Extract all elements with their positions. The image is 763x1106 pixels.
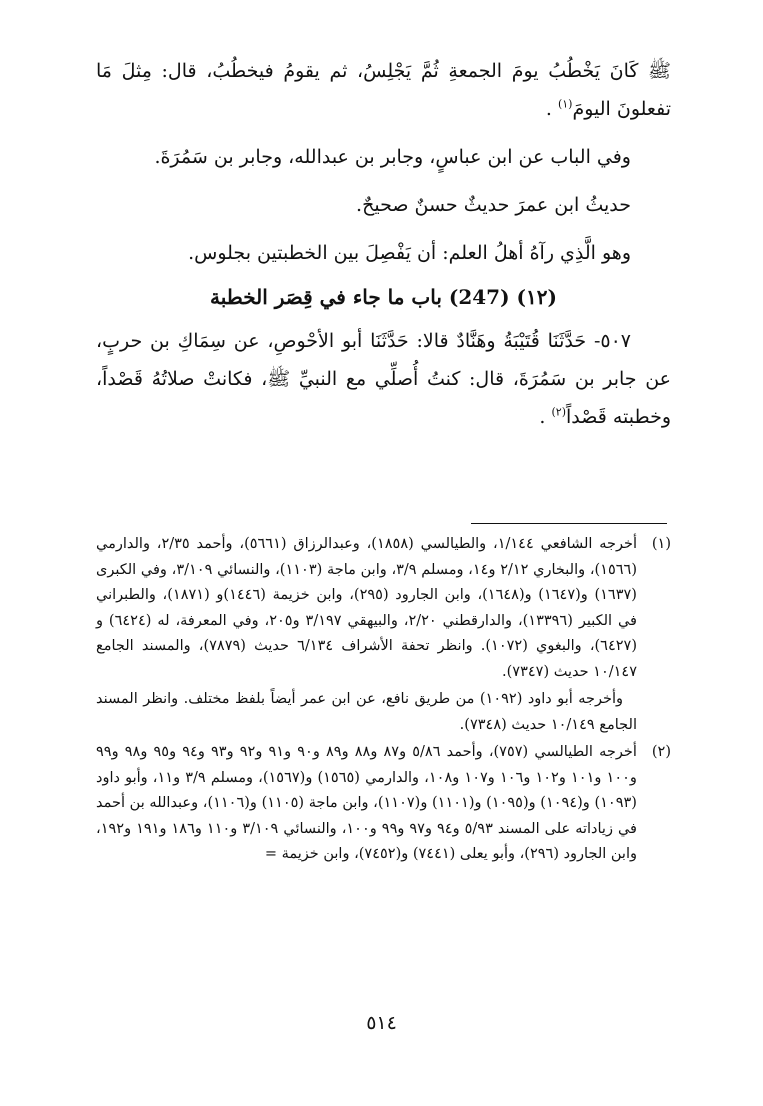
footnote-number: (١): [651, 536, 671, 552]
main-text: [96, 52, 671, 436]
footnotes: [96, 532, 671, 870]
footnote-ref-2[interactable]: (٢): [551, 405, 566, 419]
footnote-1: [96, 532, 671, 738]
scholars-note: وهو الَّذِي رآهُ أهلُ العلم: أن يَفْصِلَ بين الخطبتين بجلوس.: [188, 242, 631, 264]
line1-end: .: [545, 98, 558, 120]
hadith-text: ٥٠٧- حَدَّثَنَا قُتَيْبَةُ وهَنَّادٌ قالا: حَدَّثَنَا أبو الأحْوصِ، عن سِمَاكِ بن حربٍ، عن جابر بن سَمُرَةَ، قال: كنتُ أُصلِّي مع النبيِّ ﷺ، فكانتْ صلاتُهُ قَصْداً، وخطبته قَصْداً: [96, 330, 671, 428]
chapter-heading: (١٢) (247) باب ما جاء في قِصَر الخطبة: [210, 285, 557, 309]
footnote-separator: [471, 523, 667, 524]
footnote-text: أخرجه الشافعي ١/١٤٤، والطيالسي (١٨٥٨)، وعبدالرزاق (٥٦٦١)، وأحمد ٢/٣٥، والدارمي (١٥٦٦)، والبخاري ٢/١٢ و١٤، ومسلم ٣/٩، وابن ماجة (١١٠٣)، والنسائي ٣/١٠٩، وفي الكبرى (١٦٣٧) و(١٦٤٧) و(١٦٤٨)، وابن الجارود (٢٩٥)، وابن خزيمة (١٤٤٦)و (١٨٧١)، والطبراني في الكبير (١٣٣٩٦)، والدارقطني ٢/٢٠، والبيهقي ٣/١٩٧ و٢٠٥، وفي المعرفة، له (٦٤٢٤) و (٦٤٢٧)، والبغوي (١٠٧٢). وانظر تحفة الأشراف ٦/١٣٤ حديث (٧٨٧٩)، والمسند الجامع ١٠/١٤٧ حديث (٧٣٤٧).: [96, 536, 637, 680]
line1-text: ﷺ كَانَ يَخْطُبُ يومَ الجمعةِ ثُمَّ يَجْلِسُ، ثم يقومُ فيخطُبُ، قال: مِثلَ مَا تفعلونَ اليومَ: [96, 60, 671, 120]
footnote-2: [96, 740, 671, 868]
page-number: ٥١٤: [366, 1012, 397, 1034]
text-line-prophet-sermon: [96, 52, 671, 128]
footnote-ref-1[interactable]: (١): [557, 97, 573, 111]
footnote-text-continued: وأخرجه أبو داود (١٠٩٢) من طريق نافع، عن ابن عمر أيضاً بلفظ مختلف. وانظر المسند الجامع ١٠/١٤٩ حديث (٧٣٤٨).: [96, 691, 637, 733]
chapter-note: وفي الباب عن ابن عباسٍ، وجابر بن عبدالله، وجابر بن سَمُرَةَ.: [154, 146, 631, 168]
grading-note: حديثُ ابن عمرَ حديثٌ حسنٌ صحيحٌ.: [356, 194, 631, 216]
hadith-end: .: [539, 406, 552, 428]
hadith-507: [96, 322, 671, 436]
footnote-number: (٢): [651, 744, 671, 760]
footnote-text: أخرجه الطيالسي (٧٥٧)، وأحمد ٥/٨٦ و٨٧ و٨٨ و٨٩ و٩٠ و٩١ و٩٢ و٩٣ و٩٤ و٩٥ و٩٨ و٩٩ و١٠٠ و١٠١ و١٠٢ و١٠٦ و١٠٧ و١٠٨، والدارمي (١٥٦٥) و(١٥٦٧)، ومسلم ٣/٩ و١١، وأبو داود (١٠٩٣) و(١٠٩٤) و(١٠٩٥) و(١١٠١) و(١١٠٧)، وابن ماجة (١١٠٥) و(١١٠٦)، وعبدالله بن أحمد في زياداته على المسند ٥/٩٣ و٩٤ و٩٧ و٩٩ و١٠٠، والنسائي ٣/١٠٩ و١١٠ و١٨٦ و١٩١ و١٩٢، وابن الجارود (٢٩٦)، وأبو يعلى (٧٤٤١) و(٧٤٥٢)، وابن خزيمة =: [96, 744, 637, 862]
